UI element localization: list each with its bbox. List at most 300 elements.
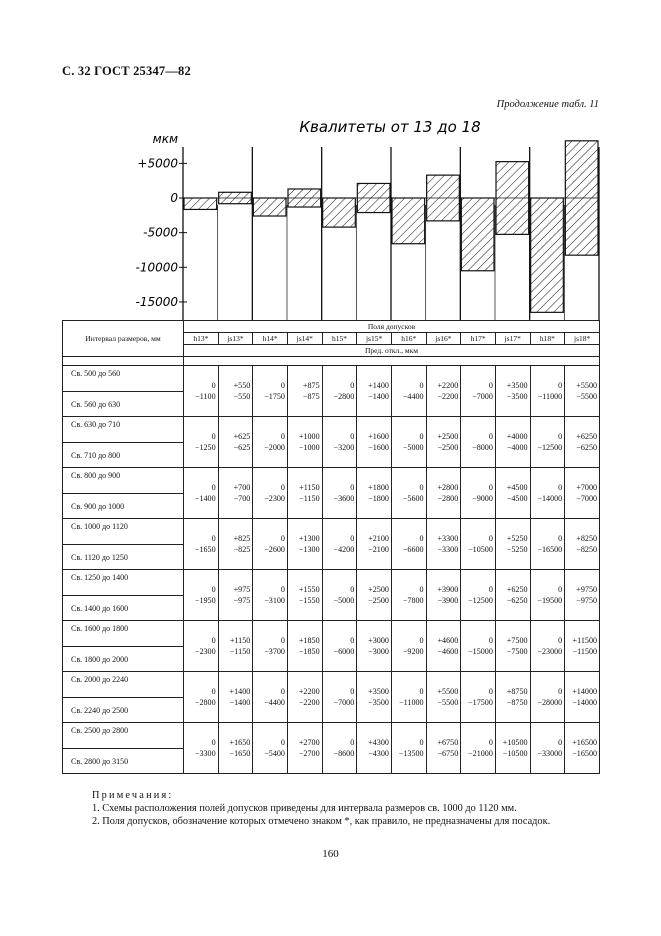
upper-deviation: 0 [488, 381, 493, 390]
upper-deviation: 0 [558, 483, 563, 492]
upper-deviation: 0 [488, 585, 493, 594]
lower-deviation: −550 [233, 392, 251, 401]
lower-deviation: −2300 [194, 647, 216, 656]
page-number: 160 [322, 848, 339, 860]
notes [62, 789, 599, 828]
deviation-cell [461, 417, 496, 468]
deviation-cell [322, 519, 357, 570]
tolerance-table [62, 320, 600, 774]
lower-deviation: −6250 [576, 443, 598, 452]
interval-label: Св. 1400 до 1600 [63, 595, 183, 620]
upper-deviation: 0 [350, 534, 355, 543]
deviation-cell [218, 366, 253, 417]
interval-cell [63, 621, 184, 672]
lower-deviation: −3500 [368, 698, 389, 707]
lower-deviation: −10500 [502, 749, 528, 758]
lower-deviation: −700 [233, 494, 251, 503]
upper-deviation: +1550 [298, 585, 320, 594]
bars [183, 141, 599, 320]
deviation-cell [218, 519, 253, 570]
interval-cell [63, 366, 184, 417]
deviation-cell [322, 723, 357, 774]
table-row [63, 672, 600, 723]
lower-deviation: −16500 [537, 545, 563, 554]
lower-deviation: −3500 [506, 392, 528, 401]
field-label: js16* [426, 333, 461, 345]
upper-deviation: 0 [419, 432, 424, 441]
upper-deviation: +8750 [506, 687, 528, 696]
deviation-cell [426, 468, 461, 519]
lower-deviation: −12500 [468, 596, 493, 605]
interval-cell [63, 570, 184, 621]
upper-deviation: +11500 [572, 636, 598, 645]
deviation-cell [495, 366, 530, 417]
lower-deviation: −875 [302, 392, 320, 401]
deviation-cell [391, 417, 426, 468]
upper-deviation: +6250 [576, 432, 598, 441]
upper-deviation: +1600 [368, 432, 389, 441]
deviation-cell [391, 672, 426, 723]
lower-deviation: −5400 [264, 749, 285, 758]
lower-deviation: −2700 [298, 749, 320, 758]
lower-deviation: −3700 [264, 647, 285, 656]
deviation-cell [253, 621, 288, 672]
upper-deviation: 0 [280, 381, 285, 390]
lower-deviation: −6750 [437, 749, 459, 758]
lower-deviation: −825 [233, 545, 251, 554]
table-row [63, 417, 600, 468]
upper-deviation: 0 [558, 738, 563, 747]
page-header: С. 32 ГОСТ 25347—82 [62, 64, 191, 78]
deviation-cell [426, 417, 461, 468]
lower-deviation: −2500 [368, 596, 389, 605]
upper-deviation: 0 [419, 687, 424, 696]
upper-deviation: +3900 [437, 585, 459, 594]
lower-deviation: −3600 [333, 494, 355, 503]
deviation-cell [565, 366, 600, 417]
lower-deviation: −7500 [506, 647, 528, 656]
deviation-cell [184, 417, 219, 468]
deviation-cell [322, 417, 357, 468]
upper-deviation: +2500 [437, 432, 459, 441]
deviation-cell [495, 417, 530, 468]
upper-deviation: 0 [419, 585, 424, 594]
deviation-cell [184, 519, 219, 570]
deviation-cell [495, 519, 530, 570]
deviation-cell [287, 468, 322, 519]
field-label: js14* [287, 333, 322, 345]
y-axis [135, 147, 187, 320]
lower-deviation: −13500 [398, 749, 424, 758]
lower-deviation: −2200 [298, 698, 320, 707]
deviation-cell [218, 621, 253, 672]
deviation-cell [391, 723, 426, 774]
field-label: h13* [184, 333, 219, 345]
lower-deviation: −1550 [298, 596, 320, 605]
lower-deviation: −6600 [402, 545, 424, 554]
upper-deviation: +4000 [506, 432, 528, 441]
deviation-cell [426, 621, 461, 672]
tolerance-chart [0, 0, 661, 330]
deviation-cell [495, 723, 530, 774]
upper-deviation: 0 [350, 636, 355, 645]
upper-deviation: +1150 [299, 483, 320, 492]
deviation-cell [565, 417, 600, 468]
fields-header: Поля допусков [184, 321, 600, 333]
upper-deviation: +2200 [437, 381, 459, 390]
chart-title: Квалитеты от 13 до 18 [299, 118, 481, 136]
interval-label: Св. 1800 до 2000 [63, 646, 183, 671]
lower-deviation: −1750 [264, 392, 285, 401]
lower-deviation: −3200 [333, 443, 355, 452]
spacer-cell [184, 357, 600, 366]
deviation-cell [461, 468, 496, 519]
upper-deviation: 0 [280, 483, 285, 492]
upper-deviation: +2200 [298, 687, 320, 696]
deviation-cell [391, 366, 426, 417]
upper-deviation: +8250 [576, 534, 598, 543]
upper-deviation: +1150 [229, 636, 251, 645]
deviation-cell [357, 672, 392, 723]
upper-deviation: 0 [211, 534, 216, 543]
upper-deviation: 0 [211, 636, 216, 645]
deviation-cell [253, 519, 288, 570]
deviation-cell [391, 621, 426, 672]
upper-deviation: 0 [419, 738, 424, 747]
lower-deviation: −1250 [194, 443, 216, 452]
upper-deviation: +14000 [572, 687, 598, 696]
lower-deviation: −2800 [437, 494, 459, 503]
upper-deviation: 0 [350, 432, 355, 441]
deviation-cell [495, 468, 530, 519]
deviation-cell [184, 621, 219, 672]
deviation-cell [322, 672, 357, 723]
note-2: 2. Поля допусков, обозначение которых отмечено знаком *, как правило, не предназначены для посадок. [92, 816, 551, 827]
lower-deviation: −1400 [194, 494, 216, 503]
lower-deviation: −5600 [402, 494, 424, 503]
lower-deviation: −1950 [194, 596, 216, 605]
deviation-cell [357, 621, 392, 672]
deviation-cell [357, 519, 392, 570]
deviation-cell [426, 366, 461, 417]
lower-deviation: −1000 [298, 443, 320, 452]
deviation-cell [287, 417, 322, 468]
upper-deviation: +3500 [368, 687, 389, 696]
deviation-cell [184, 570, 219, 621]
upper-deviation: 0 [211, 381, 216, 390]
lower-deviation: −2200 [437, 392, 459, 401]
lower-deviation: −12500 [537, 443, 563, 452]
lower-deviation: −3900 [437, 596, 459, 605]
deviation-cell [253, 366, 288, 417]
lower-deviation: −1650 [194, 545, 216, 554]
deviation-cell [565, 672, 600, 723]
upper-deviation: +1650 [229, 738, 251, 747]
deviation-cell [184, 723, 219, 774]
upper-deviation: +1850 [298, 636, 320, 645]
upper-deviation: 0 [419, 483, 424, 492]
interval-label: Св. 630 до 710 [71, 420, 121, 429]
field-label: h18* [530, 333, 565, 345]
deviation-cell [495, 672, 530, 723]
deviation-cell [287, 570, 322, 621]
lower-deviation: −9200 [402, 647, 424, 656]
note-1: 1. Схемы расположения полей допусков приведены для интервала размеров св. 1000 до 1120 мм. [92, 803, 517, 814]
interval-label: Св. 1250 до 1400 [71, 573, 129, 582]
lower-deviation: −7000 [333, 698, 355, 707]
lower-deviation: −2300 [264, 494, 285, 503]
lower-deviation: −10500 [468, 545, 493, 554]
table-row [63, 468, 600, 519]
lower-deviation: −4400 [402, 392, 424, 401]
deviation-cell [461, 366, 496, 417]
interval-label: Св. 2240 до 2500 [63, 697, 183, 722]
deviation-cell [426, 519, 461, 570]
deviation-cell [253, 672, 288, 723]
lower-deviation: −975 [233, 596, 251, 605]
field-label: js15* [357, 333, 392, 345]
upper-deviation: +6250 [506, 585, 528, 594]
deviation-cell [184, 468, 219, 519]
deviation-cell [495, 570, 530, 621]
upper-deviation: +4300 [368, 738, 389, 747]
lower-deviation: −4000 [506, 443, 528, 452]
notes-title: Примечания: [92, 790, 174, 801]
lower-deviation: −4300 [368, 749, 389, 758]
deviation-cell [218, 723, 253, 774]
field-label: h15* [322, 333, 357, 345]
lower-deviation: −1400 [368, 392, 389, 401]
lower-deviation: −4600 [437, 647, 459, 656]
deviation-cell [287, 672, 322, 723]
lower-deviation: −1600 [368, 443, 389, 452]
lower-deviation: −2100 [368, 545, 389, 554]
field-label: h16* [391, 333, 426, 345]
upper-deviation: 0 [558, 432, 563, 441]
deviation-cell [426, 723, 461, 774]
deviation-cell [530, 468, 565, 519]
upper-deviation: 0 [488, 483, 493, 492]
table-row [63, 366, 600, 417]
lower-deviation: −1100 [195, 392, 216, 401]
upper-deviation: 0 [488, 687, 493, 696]
deviation-cell [322, 621, 357, 672]
deviation-cell [218, 672, 253, 723]
lower-deviation: −2500 [437, 443, 459, 452]
upper-deviation: +5500 [437, 687, 459, 696]
deviation-cell [461, 621, 496, 672]
upper-deviation: 0 [350, 483, 355, 492]
upper-deviation: +700 [233, 483, 251, 492]
deviation-cell [530, 570, 565, 621]
deviation-cell [322, 570, 357, 621]
lower-deviation: −3000 [368, 647, 389, 656]
interval-label: Св. 800 до 900 [71, 471, 121, 480]
table-continuation: Продолжение табл. 11 [496, 99, 599, 110]
upper-deviation: +550 [233, 381, 251, 390]
y-axis-unit: мкм [152, 132, 178, 146]
deviation-cell [357, 468, 392, 519]
interval-label: Св. 2800 до 3150 [63, 748, 183, 773]
upper-deviation: +625 [233, 432, 251, 441]
deviation-cell [357, 723, 392, 774]
field-label: js13* [218, 333, 253, 345]
y-tick-label: +5000 [137, 156, 178, 171]
upper-deviation: 0 [558, 687, 563, 696]
interval-label: Св. 560 до 630 [63, 391, 183, 416]
deviation-cell [565, 468, 600, 519]
upper-deviation: +5500 [576, 381, 598, 390]
deviation-cell [565, 621, 600, 672]
upper-deviation: 0 [350, 738, 355, 747]
deviation-cell [461, 723, 496, 774]
lower-deviation: −2800 [194, 698, 216, 707]
tolerance-bar-h13 [184, 198, 217, 209]
lower-deviation: −5500 [576, 392, 598, 401]
tolerance-bar-h18 [531, 198, 564, 312]
interval-label: Св. 2500 до 2800 [71, 726, 129, 735]
upper-deviation: 0 [419, 534, 424, 543]
upper-deviation: +975 [233, 585, 251, 594]
deviation-cell [530, 417, 565, 468]
lower-deviation: −21000 [468, 749, 493, 758]
lower-deviation: −4200 [333, 545, 355, 554]
upper-deviation: 0 [211, 483, 216, 492]
lower-deviation: −14000 [572, 698, 598, 707]
tolerance-bar-h14 [253, 198, 286, 216]
interval-label: Св. 900 до 1000 [63, 493, 183, 518]
lower-deviation: −1300 [298, 545, 320, 554]
lower-deviation: −5000 [402, 443, 424, 452]
interval-cell [63, 417, 184, 468]
lower-deviation: −4400 [264, 698, 285, 707]
upper-deviation: 0 [488, 432, 493, 441]
y-tick-label: -5000 [143, 225, 178, 240]
lower-deviation: −16500 [572, 749, 598, 758]
lower-deviation: −7000 [576, 494, 598, 503]
upper-deviation: +4600 [437, 636, 459, 645]
upper-deviation: +2100 [368, 534, 389, 543]
upper-deviation: +2800 [437, 483, 459, 492]
upper-deviation: 0 [488, 738, 493, 747]
deviation-cell [391, 570, 426, 621]
deviation-cell [287, 621, 322, 672]
table-row [63, 519, 600, 570]
interval-label: Св. 500 до 560 [71, 369, 121, 378]
lower-deviation: −6000 [333, 647, 355, 656]
upper-deviation: +5250 [506, 534, 528, 543]
upper-deviation: +2500 [368, 585, 389, 594]
deviation-cell [565, 519, 600, 570]
y-tick-label: -10000 [135, 260, 178, 275]
deviation-cell [253, 417, 288, 468]
deviation-cell [357, 570, 392, 621]
upper-deviation: 0 [280, 432, 285, 441]
deviation-cell [530, 366, 565, 417]
deviation-cell [357, 417, 392, 468]
deviation-cell [391, 519, 426, 570]
interval-label: Св. 1000 до 1120 [71, 522, 128, 531]
deviation-cell [426, 672, 461, 723]
deviation-cell [184, 366, 219, 417]
upper-deviation: 0 [419, 381, 424, 390]
lower-deviation: −3300 [437, 545, 459, 554]
interval-cell [63, 723, 184, 774]
deviation-cell [287, 519, 322, 570]
table-row [63, 621, 600, 672]
interval-cell [63, 468, 184, 519]
interval-header: Интервал размеров, мм [63, 321, 184, 357]
upper-deviation: 0 [558, 534, 563, 543]
lower-deviation: −15000 [468, 647, 493, 656]
upper-deviation: 0 [350, 687, 355, 696]
deviation-cell [357, 366, 392, 417]
upper-deviation: 0 [280, 585, 285, 594]
lower-deviation: −1400 [229, 698, 251, 707]
lower-deviation: −7000 [472, 392, 493, 401]
deviation-cell [253, 723, 288, 774]
upper-deviation: +7000 [576, 483, 598, 492]
upper-deviation: 0 [280, 534, 285, 543]
deviation-cell [253, 570, 288, 621]
upper-deviation: +10500 [502, 738, 528, 747]
upper-deviation: +7500 [506, 636, 528, 645]
interval-label: Св. 710 до 800 [63, 442, 183, 467]
deviation-cell [287, 366, 322, 417]
table-row [63, 723, 600, 774]
upper-deviation: +4500 [506, 483, 528, 492]
interval-label: Св. 1600 до 1800 [71, 624, 129, 633]
upper-deviation: 0 [211, 687, 216, 696]
lower-deviation: −19500 [537, 596, 563, 605]
upper-deviation: +1800 [368, 483, 389, 492]
lower-deviation: −14000 [537, 494, 563, 503]
upper-deviation: 0 [558, 636, 563, 645]
deviation-cell [391, 468, 426, 519]
lower-deviation: −2600 [264, 545, 285, 554]
y-tick-label: 0 [170, 191, 178, 205]
deviation-cell [218, 468, 253, 519]
deviation-cell [322, 366, 357, 417]
lower-deviation: −1800 [368, 494, 389, 503]
lower-deviation: −6250 [506, 596, 528, 605]
upper-deviation: 0 [350, 381, 355, 390]
deviation-cell [461, 570, 496, 621]
lower-deviation: −33000 [537, 749, 563, 758]
lower-deviation: −11000 [399, 698, 424, 707]
deviation-cell [184, 672, 219, 723]
upper-deviation: 0 [211, 432, 216, 441]
upper-deviation: +1300 [298, 534, 320, 543]
deviation-cell [287, 723, 322, 774]
lower-deviation: −5500 [437, 698, 459, 707]
upper-deviation: +1000 [298, 432, 320, 441]
upper-deviation: +875 [302, 381, 320, 390]
deviation-cell [530, 519, 565, 570]
lower-deviation: −8600 [333, 749, 355, 758]
spacer-cell [63, 357, 184, 366]
upper-deviation: +1400 [368, 381, 389, 390]
upper-deviation: +16500 [572, 738, 598, 747]
deviation-cell [565, 570, 600, 621]
table-row [63, 570, 600, 621]
deviation-cell [565, 723, 600, 774]
lower-deviation: −9000 [472, 494, 493, 503]
lower-deviation: −5000 [333, 596, 355, 605]
deviation-cell [530, 723, 565, 774]
tolerance-bar-h17 [461, 198, 494, 271]
deviation-header: Пред. откл., мкм [184, 345, 600, 357]
